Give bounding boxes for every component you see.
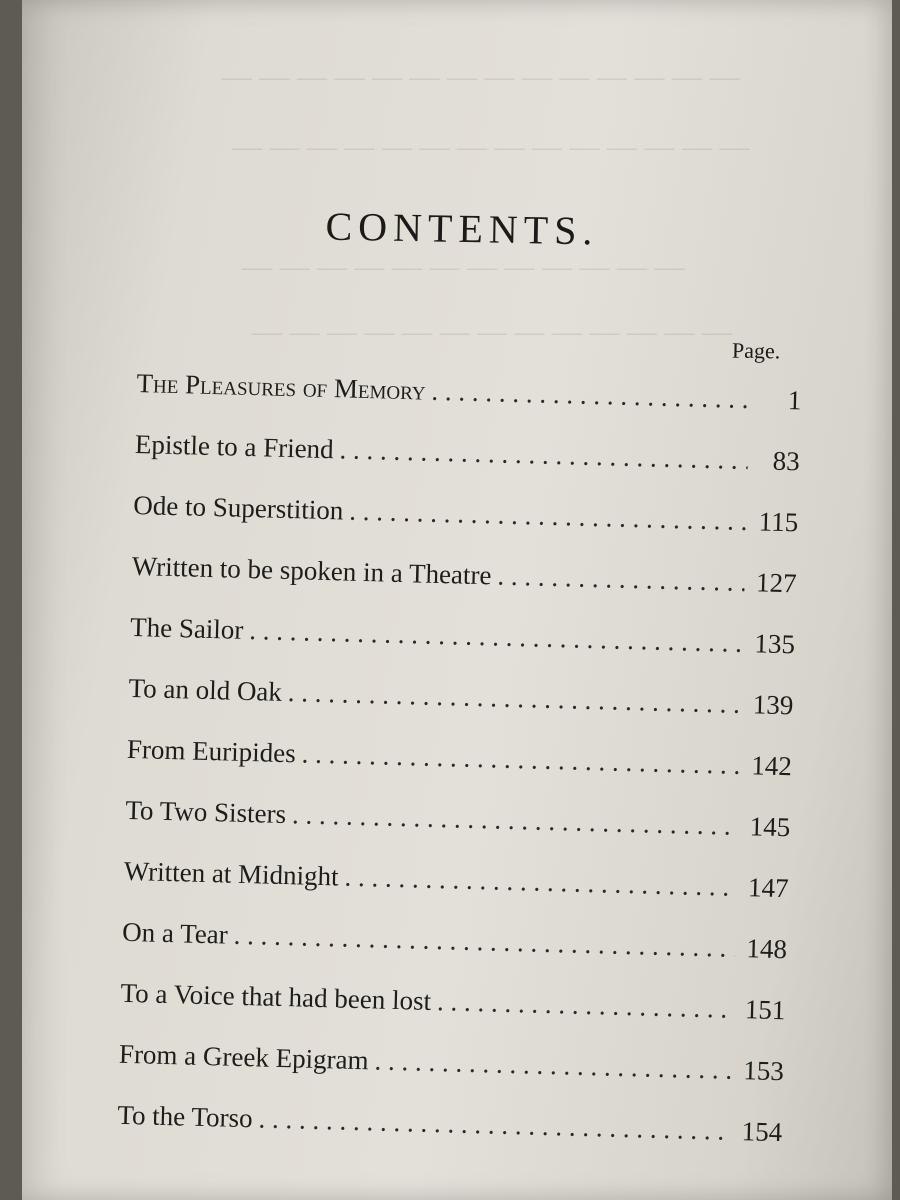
show-through-text: — — — — — — — — — — — — — — (232, 130, 750, 163)
toc-page-number: 153 (742, 1055, 785, 1087)
toc-title: To Two Sisters (125, 794, 287, 830)
toc-title: Ode to Superstition (133, 489, 344, 526)
toc-page-number: 142 (750, 750, 793, 782)
leader-dots (431, 376, 750, 415)
toc-title: To the Torso (117, 1099, 254, 1134)
toc-page-number: 151 (744, 994, 786, 1026)
toc-page-number: 147 (747, 872, 789, 904)
toc-page-number: 115 (758, 506, 799, 538)
toc-page-number: 139 (752, 689, 794, 721)
show-through-text: — — — — — — — — — — — — — (252, 315, 732, 348)
toc-title: From a Greek Epigram (118, 1038, 370, 1076)
show-through-text: — — — — — — — — — — — — — — (222, 60, 740, 93)
toc-page-number: 127 (755, 567, 797, 599)
toc-title: Written at Midnight (123, 855, 340, 892)
toc-page-number: 135 (754, 628, 796, 660)
book-page (22, 0, 892, 1200)
toc-page-number: 145 (749, 811, 791, 843)
toc-title: To a Voice that had been lost (120, 977, 432, 1016)
toc-title: To an old Oak (128, 672, 283, 707)
show-through-text: — — — — — — — — — — — — (242, 250, 685, 283)
toc-title: Written to be spoken in a Theatre (131, 550, 492, 591)
leader-dots (497, 561, 745, 598)
toc-title: The Pleasures of Memory (136, 368, 426, 406)
toc-title: From Euripides (126, 733, 297, 769)
contents-heading: CONTENTS. (325, 203, 599, 254)
page-column-label: Page. (731, 337, 781, 364)
toc-page-number: 154 (741, 1116, 783, 1148)
leader-dots (437, 986, 734, 1025)
toc-title: Epistle to a Friend (134, 428, 335, 465)
toc-page-number: 148 (746, 933, 788, 965)
table-of-contents (116, 368, 802, 1178)
toc-page-number: 1 (787, 385, 802, 416)
toc-title: On a Tear (121, 916, 229, 950)
toc-page-number: 83 (772, 445, 801, 477)
toc-title: The Sailor (129, 611, 244, 645)
